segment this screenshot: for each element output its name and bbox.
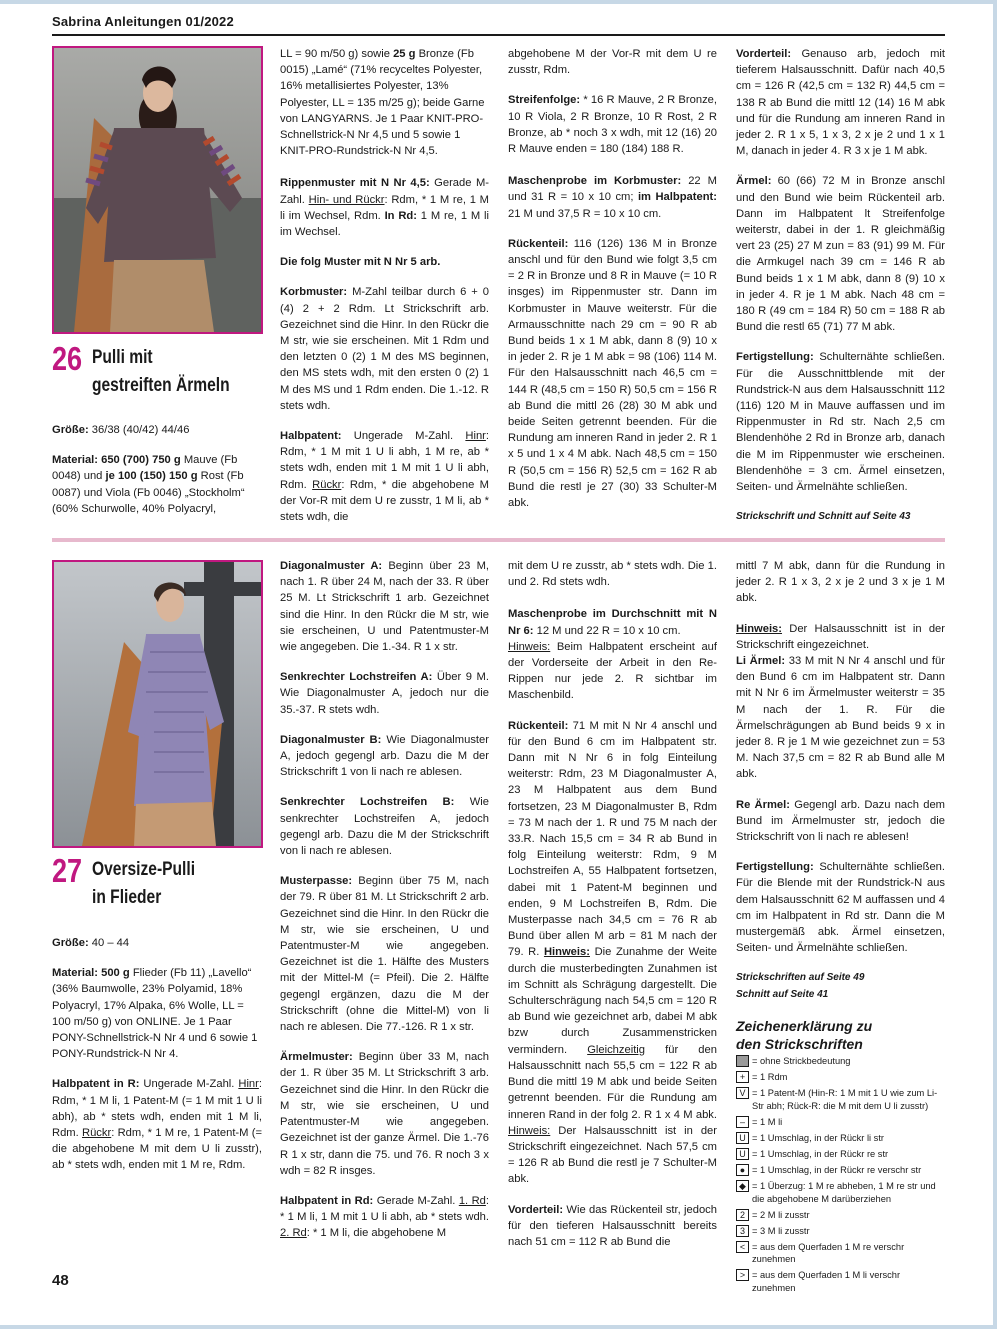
running-head: Sabrina Anleitungen 01/2022 bbox=[52, 14, 234, 29]
model-photo-26 bbox=[54, 48, 261, 332]
left-sleeve-text: 33 M mit N Nr 4 anschl und für den Bund 6 cm im Halbpatent str. Dann mit N Nr 6 im Ärmelmuster weiterstr = 35 M nach der 1. R. Für die Ärmelschrägungen ab Bund beids 9 x in jeder 8. R je 1 M wie gezeichnet zun = 53 M. Nach 37,5 cm = 82 R ab Bund alle M abk. bbox=[736, 655, 945, 781]
legend-text: = 1 M li bbox=[752, 1116, 783, 1127]
eyelet-b-label: Senkrechter Lochstreifen B: bbox=[280, 796, 455, 809]
legend-item bbox=[736, 1225, 945, 1238]
diagonal-a-text: Beginn über 23 M, nach 1. R über 24 M, nach der 33. R über 25 M. Lt Strickschrift 1 arb. Gezeichnet sind die Hinr. In den Rückr die M str, wie sie erscheinen, U und Patentmuster-M wie angegeben. Die 1.-34. R 1 x str. bbox=[280, 560, 490, 654]
material-text: Flieder (Fb 11) „Lavello“ (36% Baumwolle, 23% Polyamid, 18% Polyacryl, 17% Alpaka, 6% Wolle, LL = 100 m/50 g) von ONLINE. Je 1 Paar PONY-Schnellstrick-N Nr 4 und 6 sowie 1 PONY-Rundstrick-N Nr 4. bbox=[52, 967, 258, 1061]
stitch-legend bbox=[736, 1017, 945, 1295]
size-value: 36/38 (40/42) 44/46 bbox=[88, 424, 190, 436]
right-sleeve-label: Re Ärmel: bbox=[736, 798, 790, 811]
rib-text: Hin- und Rückr bbox=[308, 193, 385, 206]
half-patent-text: : Rdm, * 1 M mit 1 U li abh, 1 M re, ab * stets wdh, enden mit 1 M mit 1 U li abh, Rdm. bbox=[280, 430, 489, 491]
note-label: Hinweis: bbox=[543, 946, 590, 959]
legend-text: = 1 Umschlag, in der Rückr re str bbox=[752, 1148, 889, 1159]
material-label: Material: 650 (700) 750 g bbox=[52, 454, 181, 467]
legend-text: = aus dem Querfaden 1 M re verschr zunehmen bbox=[752, 1241, 905, 1265]
rib-label: Rippenmuster mit N Nr 4,5: bbox=[280, 177, 430, 190]
front-text: Genauso arb, jedoch mit tieferem Halsausschnitt. Dafür nach 40,5 cm = 126 R (42,5 cm = 132 R) 44,5 cm = 138 R ab Bund die mittl 12 (14) 16 M abk und für die Rundung am inneren Rand in jeder 2. R 1 x 5, 1 x 3, 2 x je 2 und 1 x 1 M, danach in jeder 4. R 3 x je 1 M abk. bbox=[736, 48, 945, 158]
half-patent-rounds-text: Gerade M-Zahl. bbox=[373, 1194, 459, 1207]
stitch-symbol-icon: 2 bbox=[736, 1209, 749, 1221]
finishing-text: Schulternähte schließen. Für die Blende mit der Rundstrick-N aus dem Halsausschnitt 62 M auffassen und 4 cm im Halbpatent in Rd str. Dann die M mustergemäß abk. Ärmel einsetzen, Seiten- und Ärmelnähte schließen. bbox=[736, 861, 945, 955]
legend-text: = 3 M li zusstr bbox=[752, 1225, 810, 1236]
left-sleeve-label: Li Ärmel: bbox=[736, 655, 786, 668]
pattern-number: 27 bbox=[52, 852, 83, 889]
basket-label: Korbmuster: bbox=[280, 286, 348, 299]
title-line-2: in Flieder bbox=[92, 887, 162, 908]
stitch-symbol-icon: V bbox=[736, 1087, 749, 1099]
half-patent-rounds-text: 2. Rd bbox=[280, 1227, 307, 1240]
pattern-27-title bbox=[52, 852, 262, 916]
page-edge-top bbox=[0, 0, 997, 4]
gauge-text: 21 M und 37,5 R = 10 x 10 cm. bbox=[508, 207, 662, 220]
legend-text: = 1 Überzug: 1 M re abheben, 1 M re str und die abgehobene M darüberziehen bbox=[752, 1181, 936, 1204]
right-sleeve-text: Gegengl arb. Dazu nach dem Bund im Ärmelmuster str, jedoch die Strickschrift von li nach re ablesen! bbox=[736, 798, 945, 844]
size-label: Größe: bbox=[52, 937, 89, 949]
half-patent-cont: abgehobene M der Vor-R mit dem U re zusstr, Rdm. bbox=[508, 48, 717, 77]
note-text: Der Halsausschnitt ist in der Strickschrift eingezeichnet. bbox=[736, 622, 945, 651]
stitch-symbol-icon: > bbox=[736, 1269, 749, 1281]
legend-item bbox=[736, 1148, 945, 1161]
gauge-label: Maschenprobe im Korbmuster: bbox=[508, 175, 682, 188]
diagonal-b-label: Diagonalmuster B: bbox=[280, 733, 382, 746]
needle-note: Die folg Muster mit N Nr 5 arb. bbox=[280, 256, 441, 269]
material-text: Mauve (Fb 0048) und bbox=[52, 454, 238, 483]
sleeve-pattern-label: Ärmelmuster: bbox=[280, 1051, 353, 1064]
legend-item bbox=[736, 1180, 945, 1205]
note-text: Beim Halbpatent erscheint auf der Vorderseite der Arbeit in den Re-Rippen nur jede 2. R sichtbar im Maschenbild. bbox=[508, 640, 717, 702]
back-text: für den Halsausschnitt nach 55,5 cm = 122 R ab Bund die mittl 19 M abk und beide Seiten getrennt beenden. Für die Rundung am inneren Rand in der folg 2. R 1 x 4 M abk. bbox=[508, 1043, 717, 1121]
note-label: Hinweis: bbox=[508, 1124, 551, 1137]
stitch-symbol-icon: < bbox=[736, 1241, 749, 1253]
stripe-text: * 16 R Mauve, 2 R Bronze, 10 R Viola, 2 R Bronze, 10 R Rost, 2 R Bronze, ab * noch 3 x wdh, mit 12 (16) 20 R Mauve enden = 180 (184) 188 R. bbox=[508, 94, 717, 156]
legend-text: = ohne Strickbedeutung bbox=[752, 1055, 851, 1066]
half-patent-label: Halbpatent: bbox=[280, 430, 342, 443]
stitch-symbol-icon: U bbox=[736, 1132, 749, 1144]
diagonal-b-text: Wie Diagonalmuster A, jedoch gegengl arb. Dazu die M der Strickschrift 1 von li nach re ablesen. bbox=[280, 733, 489, 779]
legend-item bbox=[736, 1116, 945, 1129]
half-patent-rounds-text: 1. Rd bbox=[458, 1194, 486, 1207]
half-patent-rounds-cont: mit dem U re zusstr, ab * stets wdh. Die 1. und 2. Rd stets wdh. bbox=[508, 560, 717, 589]
model-photo-27 bbox=[54, 562, 261, 846]
header-rule bbox=[52, 34, 945, 36]
eyelet-a-label: Senkrechter Lochstreifen A: bbox=[280, 671, 433, 684]
back-label: Rückenteil: bbox=[508, 237, 569, 250]
pattern-27-col-2 bbox=[280, 558, 489, 1256]
front-cont: mittl 7 M abk, dann für die Rundung in jeder 2. R 1 x 3, 2 x je 2 und 3 x je 1 M abk. bbox=[736, 560, 945, 605]
finishing-label: Fertigstellung: bbox=[736, 351, 814, 364]
front-label: Vorderteil: bbox=[736, 48, 792, 60]
front-label: Vorderteil: bbox=[508, 1203, 564, 1216]
stitch-symbol-icon: + bbox=[736, 1071, 749, 1083]
pattern-number: 26 bbox=[52, 340, 83, 377]
title-line-2: gestreiften Ärmeln bbox=[92, 375, 230, 396]
diagonal-a-label: Diagonalmuster A: bbox=[280, 560, 383, 572]
photo-pattern-27 bbox=[52, 560, 263, 848]
half-patent-rows-label: Halbpatent in R: bbox=[52, 1078, 140, 1091]
page-number: 48 bbox=[52, 1272, 69, 1289]
rib-text: : Rdm, * 1 M re, 1 M li im Wechsel, Rdm. bbox=[280, 193, 490, 222]
pattern-reference: Schnitt auf Seite 41 bbox=[736, 988, 829, 1000]
sleeve-text: 60 (66) 72 M in Bronze anschl und den Bund wie beim Rückenteil arb. Dann im Halbpatent lt Streifenfolge weiterstr, dabei in der 1. R gleichmäßig vert 23 (25) 27 M zun = 83 (91) 99 M. Für die Armkugel nach 39 cm = 146 R ab Bund beids 1 x 1 M abk, dann 8 (9) 10 x in jeder 4. R je 1 M abk. Nach 48 cm = 180 R (49 cm = 184 R) 50 cm = 188 R ab Bund die restl 65 (71) 77 M abk. bbox=[736, 175, 945, 334]
legend-list bbox=[736, 1055, 945, 1295]
back-text: Gleichzeitig bbox=[587, 1043, 646, 1056]
finishing-label: Fertigstellung: bbox=[736, 861, 814, 874]
gauge-text: 12 M und 22 R = 10 x 10 cm. bbox=[533, 624, 681, 637]
legend-item bbox=[736, 1241, 945, 1266]
legend-text: = 1 Rdm bbox=[752, 1071, 788, 1082]
stitch-symbol-icon bbox=[736, 1055, 749, 1067]
pattern-26-col-3 bbox=[508, 46, 717, 525]
stitch-symbol-icon: ◆ bbox=[736, 1180, 749, 1192]
half-patent-rows-text: Hinr bbox=[238, 1078, 259, 1091]
legend-title-line-2: den Strickschriften bbox=[736, 1035, 863, 1052]
eyelet-a-text: Über 9 M. Wie Diagonalmuster A, jedoch nur die 35.-37. R stets wdh. bbox=[280, 671, 489, 716]
yoke-text: Beginn über 75 M, nach der 79. R über 81 M. Lt Strickschrift 2 arb. Gezeichnet sind die Hinr. In den Rückr die M str, wie sie erscheinen, U und Patentmuster-M wie angegeben. Gezeichnet ist die 1. Hälfte des Musters mit der Mittel-M (= Pfeil). Die 2. Hälfte gegengl ergänzen, dazu die M der Strickschrift (ohne die Mittel-M) von li nach re ablesen. Die 77.-126. R 1 x str. bbox=[280, 875, 489, 1034]
sleeve-label: Ärmel: bbox=[736, 175, 772, 188]
legend-item bbox=[736, 1269, 945, 1294]
pattern-26-col-1 bbox=[52, 422, 262, 531]
legend-item bbox=[736, 1055, 945, 1068]
legend-item bbox=[736, 1209, 945, 1222]
rib-text: Gerade M-Zahl. bbox=[280, 177, 489, 206]
size-value: 40 – 44 bbox=[88, 937, 130, 949]
legend-text: = 1 Patent-M (Hin-R: 1 M mit 1 U wie zum Li-Str abh; Rück-R: die M mit dem U li zusstr) bbox=[752, 1088, 938, 1111]
legend-item bbox=[736, 1164, 945, 1177]
gauge-label: im Halbpatent: bbox=[637, 191, 718, 204]
eyelet-b-text: Wie senkrechter Lochstreifen A, jedoch gegengl arb. Dazu die M der Strickschrift von li nach re ablesen. bbox=[280, 796, 489, 858]
half-patent-rows-text: : Rdm, * 1 M re, 1 Patent-M (= die abgehobene M mit dem U li zusstr), ab * stets wdh, enden mit 1 M re, Rdm. bbox=[52, 1127, 262, 1172]
pattern-26-col-2 bbox=[280, 46, 489, 539]
pattern-27-col-1 bbox=[52, 935, 262, 1188]
pattern-26-title bbox=[52, 340, 262, 404]
half-patent-rounds-text: : * 1 M li, 1 M mit 1 U li abh, ab * stets wdh. bbox=[280, 1194, 489, 1224]
note-label: Hinweis: bbox=[736, 622, 783, 635]
stitch-symbol-icon: – bbox=[736, 1116, 749, 1128]
back-text: Die Zunahme der Weite durch die musterbedingten Zunahmen ist im Schnitt als Schrägung dargestellt. Die Schulterschrägung nach 54,5 cm = 120 R ab Bund wie gezeichnet arb, dabei M abk bzw durch Zusammenstricken vermindern. bbox=[508, 946, 717, 1056]
stitch-symbol-icon: 3 bbox=[736, 1225, 749, 1237]
back-text: Der Halsausschnitt ist in der Strickschrift eingezeichnet. Nach 57,5 cm = 126 R ab Bund die restl je 7 Schulter-M abk. bbox=[508, 1124, 717, 1186]
half-patent-rounds-text: : * 1 M li, die abgehobene M bbox=[306, 1227, 447, 1240]
title-line-1: Pulli mit bbox=[92, 347, 153, 368]
chart-reference: Strickschrift und Schnitt auf Seite 43 bbox=[736, 511, 911, 523]
basket-text: M-Zahl teilbar durch 6 + 0 (4) 2 + 2 Rdm. Lt Strickschrift arb. Gezeichnet sind die Hinr. In den Rückr die M str, wie sie erscheinen. Mit 1 Rdm und den letzten 0 (2) 1 M des MS beginnen, den MS stets wdh, mit den ersten 0 (2) 1 M des MS und 1 Rdm enden. Die 1.-12. R stets wdh. bbox=[280, 286, 489, 412]
back-text: 71 M mit N Nr 4 anschl und für den Bund 6 cm im Halbpatent str. Dann mit N Nr 6 in folg Einteilung weiterstr: Rdm, 23 M Diagonalmuster A, 23 M Halbpatent aus dem Bund fortsetzen, 23 M Diagonalmuster B, Rdm = 73 M nach der 1. R und 75 M nach der 33.R. Nach 15,5 cm = 34 R ab Bund in folg Einteilung weiterstr: Rdm, 9 M Lochstreifen A, 55 Halbpatent fortsetzen, dabei mit 1 Patent-M beginnen und enden, 9 M Lochstreifen B, Rdm. Die Musterpasse nach 34,5 cm = 76 R ab Bund über allen M arb = 81 M nach der 79. R. bbox=[508, 719, 717, 959]
pattern-26-col-4 bbox=[736, 46, 945, 539]
size-label: Größe: bbox=[52, 424, 89, 436]
photo-pattern-26 bbox=[52, 46, 263, 334]
material-amount: je 100 (150) 150 g bbox=[105, 470, 198, 483]
half-patent-text: Rückr bbox=[312, 478, 342, 491]
page-edge-bottom bbox=[0, 1325, 997, 1329]
rib-text: In Rd: bbox=[384, 209, 417, 222]
pattern-title bbox=[92, 856, 195, 912]
half-patent-rows-text: : Rdm, * 1 M li, 1 Patent-M (= 1 M mit 1 U li abh), ab * stets wdh, enden mit 1 M li, Rdm. bbox=[52, 1078, 262, 1140]
material-amount: 25 g bbox=[393, 48, 416, 60]
gauge-label: Maschenprobe im Durchschnitt mit N Nr 6: bbox=[508, 608, 717, 637]
material-cont: Bronze (Fb 0015) „Lamé“ (71% recyceltes Polyester, 16% metallisiertes Polyester, 13% Polyester, LL = 135 m/25 g); beide Garne von LANGYARNS. Je 1 Paar KNIT-PRO-Schnellstrick-N Nr 4,5 und 5 sowie 1 KNIT-PRO-Rundstrick-N Nr 4,5. bbox=[280, 48, 485, 158]
pattern-27-col-3 bbox=[508, 558, 717, 1264]
half-patent-rows-text: Ungerade M-Zahl. bbox=[139, 1078, 239, 1091]
chart-reference: Strickschriften auf Seite 49 bbox=[736, 972, 865, 984]
legend-title bbox=[736, 1017, 945, 1053]
legend-item bbox=[736, 1132, 945, 1145]
gauge-text: 22 M und 31 R = 10 x 10 cm; bbox=[508, 175, 717, 204]
legend-title-line-1: Zeichenerklärung zu bbox=[736, 1017, 873, 1034]
stripe-label: Streifenfolge: bbox=[508, 94, 581, 107]
half-patent-text: Ungerade M-Zahl. bbox=[341, 430, 466, 443]
note-label: Hinweis: bbox=[508, 640, 551, 653]
legend-text: = aus dem Querfaden 1 M li verschr zunehmen bbox=[752, 1270, 901, 1293]
legend-text: = 1 Umschlag, in der Rückr re verschr str bbox=[752, 1164, 922, 1175]
finishing-text: Schulternähte schließen. Für die Ausschnittblende mit der Rundstrick-N aus dem Halsausschnitt 112 (116) 120 M in Mauve auffassen und im Rippenmuster in Rd str. Nach 2,5 cm Blendenhöhe 2 Rd in Bronze arb, danach die M im Rippenmuster wie erscheinen. Blendenhöhe = 3 cm. Ärmel einsetzen, Seiten- und Ärmelnähte schließen. bbox=[736, 351, 945, 494]
pattern-27-col-4 bbox=[736, 558, 945, 1298]
page-edge-right bbox=[993, 0, 997, 1329]
legend-item bbox=[736, 1087, 945, 1112]
sleeve-pattern-text: Beginn über 33 M, nach der 1. R über 35 M. Lt Strickschrift 3 arb. Gezeichnet sind die Hinr. In den Rückr die M str, wie sie erscheinen, U und Patentmuster-M wie angegeben. Gezeichnet ist der ganze Ärmel. Die 1.-76 R 1 x str, dann die 75. und 76. R noch 3 x wdh = 82 R insges. bbox=[280, 1051, 489, 1177]
rib-text: 1 M re, 1 M li im Wechsel. bbox=[280, 209, 489, 239]
material-text: Rost (Fb 0087) und Viola (Fb 0046) „Stockholm“ (60% Schurwolle, 40% Polyacryl, bbox=[52, 470, 245, 515]
legend-text: = 2 M li zusstr bbox=[752, 1209, 810, 1220]
pattern-title bbox=[92, 344, 230, 400]
stitch-symbol-icon: U bbox=[736, 1148, 749, 1160]
legend-text: = 1 Umschlag, in der Rückr li str bbox=[752, 1132, 885, 1143]
title-line-1: Oversize-Pulli bbox=[92, 859, 196, 880]
front-text: Wie das Rückenteil str, jedoch für den tieferen Halsausschnitt bereits nach 51 cm = 112 R ab Bund die bbox=[508, 1203, 717, 1248]
stitch-symbol-icon: ● bbox=[736, 1164, 749, 1176]
material-label: Material: 500 g bbox=[52, 967, 130, 980]
back-text: 116 (126) 136 M in Bronze anschl und für den Bund wie folgt 3,5 cm = 2 R in Bronze und 8 R in Mauve (= 10 R insges) im Rippenmuster str. Dann im Korbmuster in Mauve weiterstr. Für die Armausschnitte nach 29 cm = 90 R ab Bund beids 1 x 1 M abk, dann 8 (9) 10 x in jeder 2. R je 1 M abk = 98 (106) 114 M. Für den Halsausschnitt nach 46,5 cm = 144 R (48,5 cm = 150 R) 50,5 cm = 156 R ab Bund die mittl 26 (28) 30 M abk und beide Seiten getrennt beenden. Für die Rundung am inneren Rand in jeder 2. R 1 x 5 und 1 x 4 M abk. Nach 48,5 cm = 150 R (50,5 cm = 156 R) 52,5 cm = 162 R ab Bund die restl je 27 (30) 33 Schulter-M abk. bbox=[508, 237, 717, 510]
back-label: Rückenteil: bbox=[508, 719, 569, 732]
material-cont: LL = 90 m/50 g) sowie bbox=[280, 48, 394, 60]
yoke-label: Musterpasse: bbox=[280, 875, 353, 888]
half-patent-text: : Rdm, * die abgehobene M der Vor-R mit dem U re zusstr, 1 M li, ab * stets wdh, die bbox=[280, 478, 490, 524]
legend-item bbox=[736, 1071, 945, 1084]
half-patent-rows-text: Rückr bbox=[82, 1127, 112, 1140]
half-patent-text: Hinr bbox=[465, 430, 486, 443]
half-patent-rounds-label: Halbpatent in Rd: bbox=[280, 1194, 374, 1207]
